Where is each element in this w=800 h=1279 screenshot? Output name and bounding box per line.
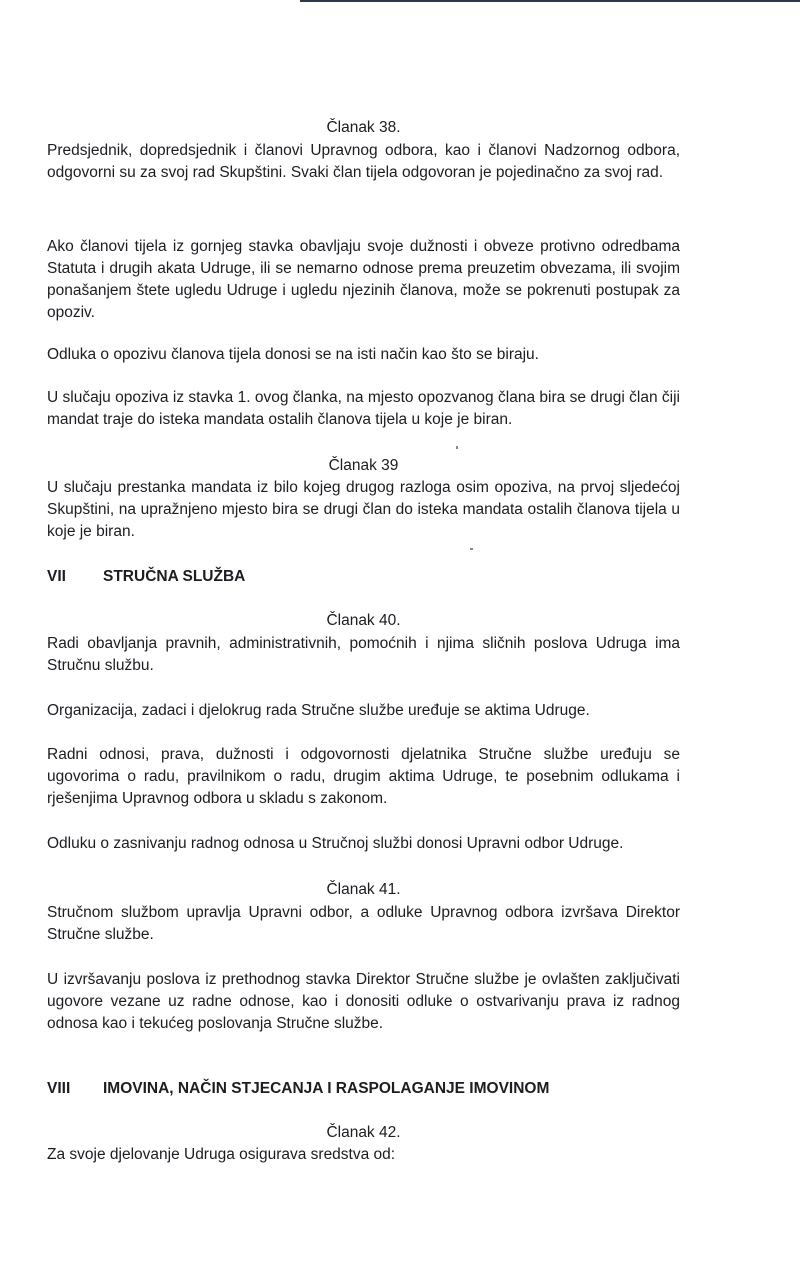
- article-38-paragraph-4: U slučaju opoziva iz stavka 1. ovog članka, na mjesto opozvanog člana bira se drugi član čiji mandat traje do isteka mandata ostalih članova tijela u koje je biran.: [47, 389, 680, 428]
- section-vii-heading: [47, 568, 245, 586]
- section-title: STRUČNA SLUŽBA: [103, 568, 246, 585]
- section-title: IMOVINA, NAČIN STJECANJA I RASPOLAGANJE IMOVINOM: [103, 1080, 550, 1097]
- scan-speck: [456, 446, 458, 449]
- article-41-paragraph-2: U izvršavanju poslova iz prethodnog stavka Direktor Stručne službe je ovlašten zaključivati ugovore vezane uz radne odnose, kao i donositi odluke o ostvarivanju prava iz radnog odnosa kao i tekućeg poslovanja Stručne službe.: [47, 971, 680, 1032]
- article-40-title: Članak 40.: [326, 612, 401, 629]
- article-39-title: Članak 39: [328, 457, 399, 474]
- article-42-title: Članak 42.: [326, 1124, 401, 1141]
- article-40-paragraph-1: Radi obavljanja pravnih, administrativnih, pomoćnih i njima sličnih poslova Udruga ima Stručnu službu.: [47, 635, 680, 674]
- article-38-title: Članak 38.: [326, 119, 401, 136]
- article-41-title: Članak 41.: [326, 881, 401, 898]
- scan-speck: [470, 548, 473, 550]
- section-number: VIII: [47, 1080, 71, 1097]
- article-38-paragraph-1: Predsjednik, dopredsjednik i članovi Upravnog odbora, kao i članovi Nadzornog odbora, odgovorni su za svoj rad Skupštini. Svaki član tijela odgovoran je pojedinačno za svoj rad.: [47, 142, 680, 181]
- article-39-paragraph-1: U slučaju prestanka mandata iz bilo kojeg drugog razloga osim opoziva, na prvoj sljedećoj Skupštini, na upražnjeno mjesto bira se drugi član do isteka mandata ostalih članova tijela u koje je biran.: [47, 479, 680, 540]
- article-38-paragraph-3: Odluka o opozivu članova tijela donosi se na isti način kao što se biraju.: [47, 346, 539, 363]
- section-number: VII: [47, 568, 66, 585]
- article-42-paragraph-1: Za svoje djelovanje Udruga osigurava sredstva od:: [47, 1146, 396, 1163]
- article-38-paragraph-2: Ako članovi tijela iz gornjeg stavka obavljaju svoje dužnosti i obveze protivno odredbama Statuta i drugih akata Udruge, ili se nemarno odnose prema preuzetim obvezama, ili svojim ponašanjem štete ugledu Udruge i ugledu njezinih članova, može se pokrenuti postupak za opoziv.: [47, 238, 680, 321]
- article-40-paragraph-3: Radni odnosi, prava, dužnosti i odgovornosti djelatnika Stručne službe uređuju se ugovorima o radu, pravilnikom o radu, drugim aktima Udruge, te posebnim odlukama i rješenjima Upravnog odbora u skladu s zakonom.: [47, 746, 680, 807]
- section-viii-heading: [47, 1080, 549, 1098]
- article-40-paragraph-2: Organizacija, zadaci i djelokrug rada Stručne službe uređuje se aktima Udruge.: [47, 702, 590, 719]
- article-41-paragraph-1: Stručnom službom upravlja Upravni odbor, a odluke Upravnog odbora izvršava Direktor Stručne službe.: [47, 904, 680, 943]
- article-40-paragraph-4: Odluku o zasnivanju radnog odnosa u Stručnoj službi donosi Upravni odbor Udruge.: [47, 835, 624, 852]
- scan-edge-line: [300, 0, 800, 2]
